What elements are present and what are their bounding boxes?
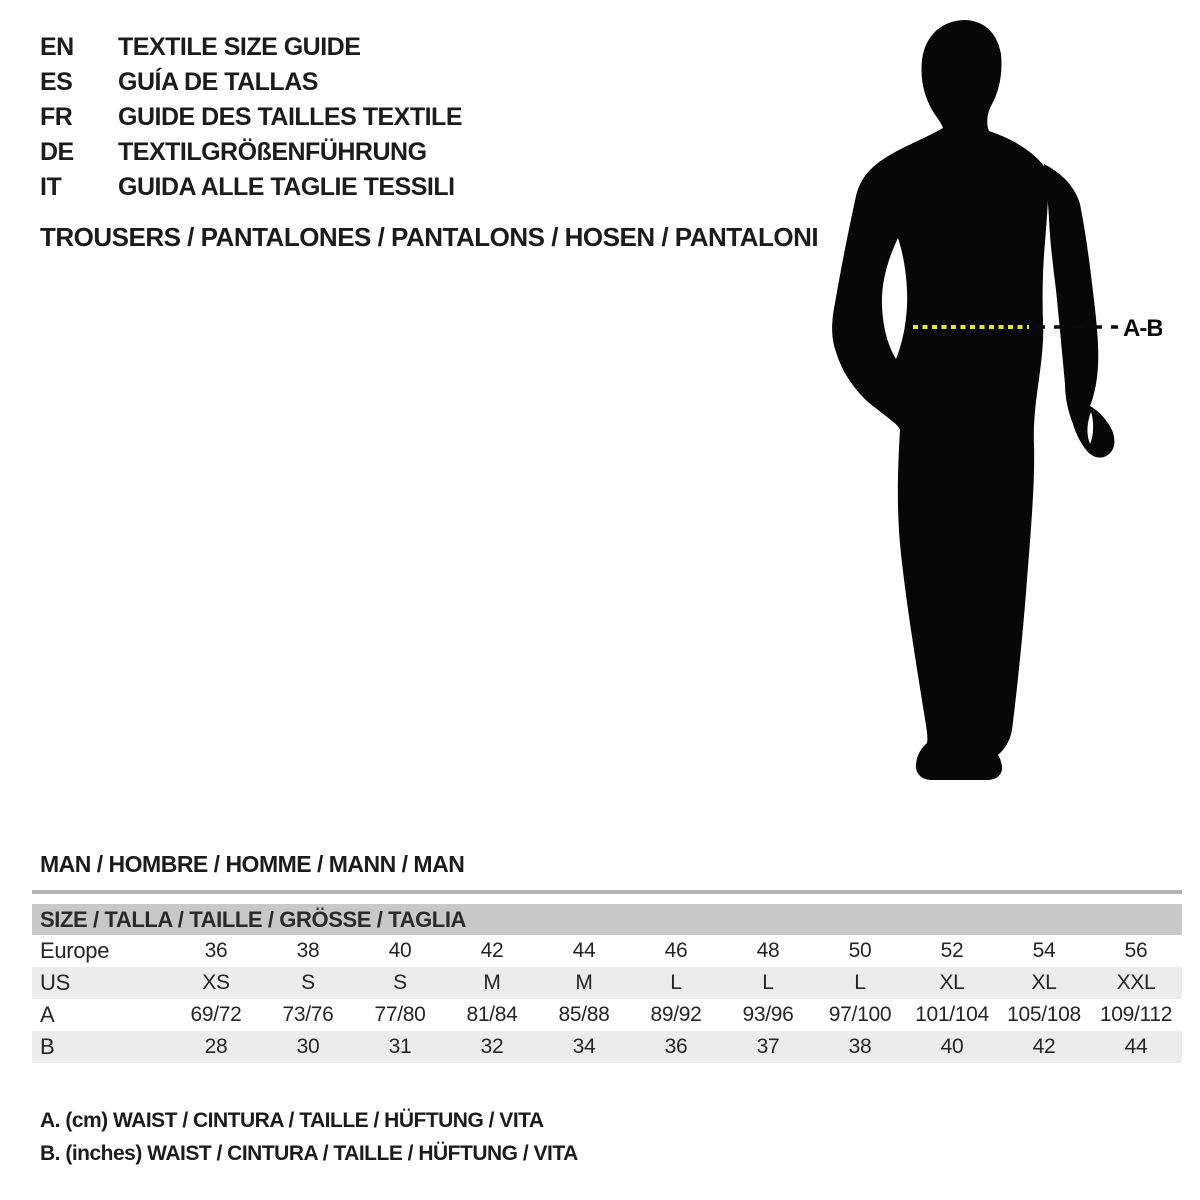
size-value: 42 bbox=[1032, 1035, 1056, 1058]
size-table bbox=[32, 890, 1182, 1063]
size-value: 36 bbox=[664, 1035, 688, 1058]
size-table-row-a bbox=[32, 999, 1182, 1031]
language-title: GUIDE DES TAILLES TEXTILE bbox=[118, 103, 463, 131]
language-title: TEXTILE SIZE GUIDE bbox=[118, 33, 361, 61]
man-silhouette-icon bbox=[822, 14, 1162, 794]
size-value: 28 bbox=[204, 1035, 228, 1058]
silhouette-right-arm bbox=[1044, 164, 1114, 458]
size-value: S bbox=[393, 971, 407, 994]
size-value: 40 bbox=[940, 1035, 964, 1058]
size-row-label: US bbox=[40, 970, 70, 995]
size-table-row-us bbox=[32, 967, 1182, 999]
size-value: 81/84 bbox=[466, 1003, 518, 1026]
size-value: XL bbox=[939, 971, 965, 994]
language-title: GUIDA ALLE TAGLIE TESSILI bbox=[118, 173, 455, 201]
garment-title: TROUSERS / PANTALONES / PANTALONS / HOSEN / PANTALONI bbox=[40, 222, 819, 252]
size-value: L bbox=[762, 971, 774, 994]
language-title: TEXTILGRÖßENFÜHRUNG bbox=[118, 138, 427, 166]
size-table-row-b bbox=[32, 1031, 1182, 1063]
size-value: 46 bbox=[664, 939, 688, 962]
language-row bbox=[40, 65, 462, 100]
size-value: S bbox=[301, 971, 315, 994]
language-row bbox=[40, 100, 462, 135]
size-value: 54 bbox=[1032, 939, 1056, 962]
size-value: M bbox=[483, 971, 501, 994]
size-value: 109/112 bbox=[1099, 1003, 1173, 1026]
size-value: 50 bbox=[848, 939, 872, 962]
size-value: 85/88 bbox=[558, 1003, 610, 1026]
size-value: 36 bbox=[204, 939, 228, 962]
measure-label: A-B bbox=[1123, 315, 1162, 342]
language-code: ES bbox=[40, 68, 73, 96]
size-value: 101/104 bbox=[915, 1003, 989, 1026]
language-code: DE bbox=[40, 138, 74, 166]
size-row-label: B bbox=[40, 1034, 55, 1059]
language-row bbox=[40, 30, 462, 65]
size-value: 56 bbox=[1124, 939, 1148, 962]
note-a: A. (cm) WAIST / CINTURA / TAILLE / HÜFTUNG / VITA bbox=[40, 1109, 544, 1132]
size-value: 73/76 bbox=[282, 1003, 334, 1026]
size-table-row-europe bbox=[32, 935, 1182, 967]
size-value: 93/96 bbox=[742, 1003, 794, 1026]
language-list bbox=[40, 30, 462, 205]
size-value: XL bbox=[1031, 971, 1057, 994]
size-value: L bbox=[670, 971, 682, 994]
language-row bbox=[40, 170, 462, 205]
size-table-header: SIZE / TALLA / TAILLE / GRÖSSE / TAGLIA bbox=[32, 904, 1182, 935]
size-value: 38 bbox=[848, 1035, 872, 1058]
size-value: 77/80 bbox=[374, 1003, 426, 1026]
size-value: XS bbox=[202, 971, 230, 994]
size-value: 40 bbox=[388, 939, 412, 962]
size-value: 30 bbox=[296, 1035, 320, 1058]
size-value: 44 bbox=[1124, 1035, 1148, 1058]
size-value: 89/92 bbox=[650, 1003, 702, 1026]
size-value: 48 bbox=[756, 939, 780, 962]
size-value: 97/100 bbox=[828, 1003, 892, 1026]
language-code: EN bbox=[40, 33, 74, 61]
size-row-label: Europe bbox=[40, 938, 110, 963]
size-value: 42 bbox=[480, 939, 504, 962]
language-title: GUÍA DE TALLAS bbox=[118, 68, 318, 96]
size-value: 34 bbox=[572, 1035, 596, 1058]
language-code: IT bbox=[40, 173, 62, 201]
size-row-label: A bbox=[40, 1002, 55, 1027]
language-code: FR bbox=[40, 103, 73, 131]
language-row bbox=[40, 135, 462, 170]
size-value: 69/72 bbox=[190, 1003, 242, 1026]
measurement-notes bbox=[40, 1104, 578, 1170]
man-silhouette-figure bbox=[822, 14, 1162, 794]
size-value: 37 bbox=[756, 1035, 780, 1058]
size-value: 38 bbox=[296, 939, 320, 962]
table-top-rule bbox=[32, 890, 1182, 894]
note-b: B. (inches) WAIST / CINTURA / TAILLE / HÜFTUNG / VITA bbox=[40, 1142, 578, 1165]
size-value: 31 bbox=[388, 1035, 412, 1058]
size-value: L bbox=[854, 971, 866, 994]
size-value: 105/108 bbox=[1007, 1003, 1081, 1026]
size-value: XXL bbox=[1116, 971, 1156, 994]
size-value: M bbox=[575, 971, 593, 994]
size-value: 52 bbox=[940, 939, 964, 962]
size-value: 44 bbox=[572, 939, 596, 962]
silhouette-body bbox=[832, 20, 1048, 780]
section-title: MAN / HOMBRE / HOMME / MANN / MAN bbox=[40, 851, 465, 877]
size-value: 32 bbox=[480, 1035, 504, 1058]
